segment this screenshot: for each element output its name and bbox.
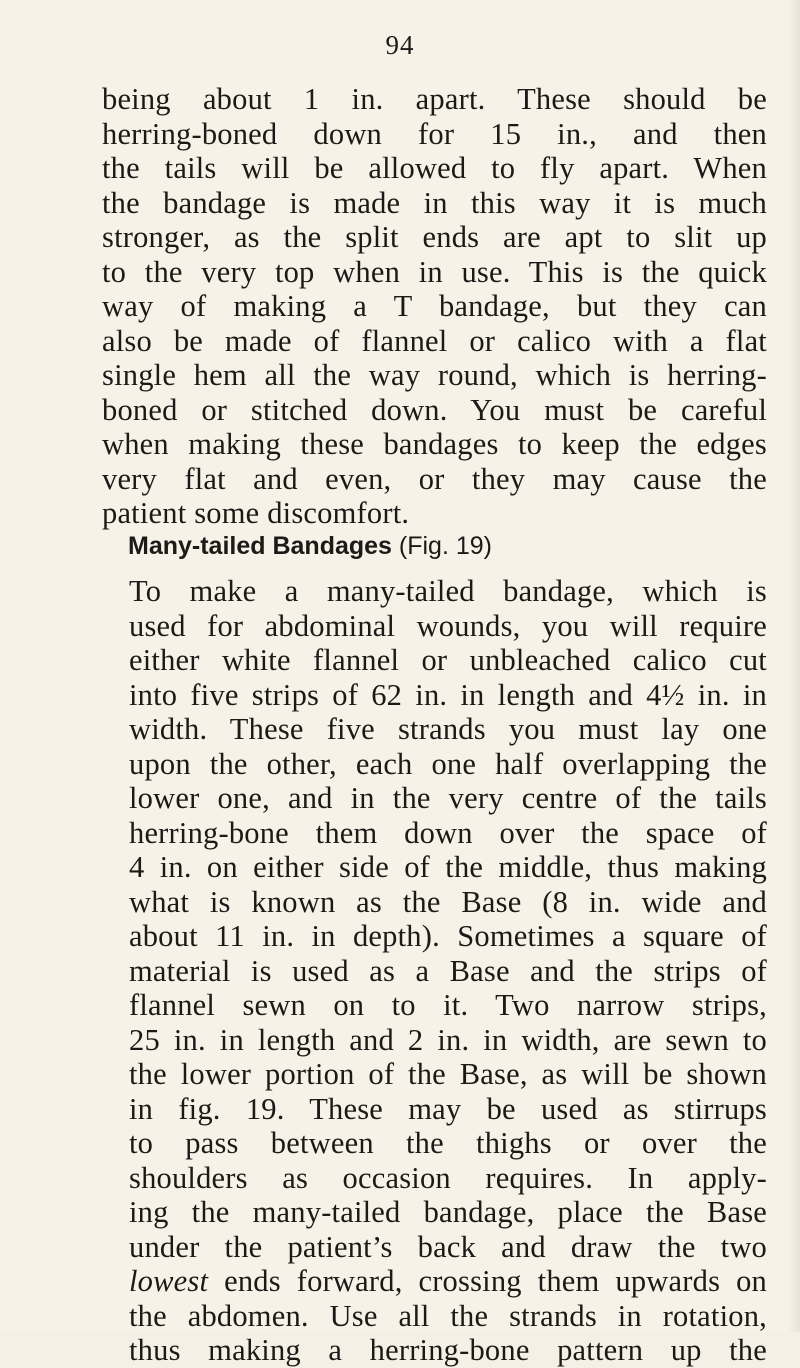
text-line: herring-boned down for 15 in., and then bbox=[102, 116, 767, 151]
text-line: in fig. 19. These may be used as stirrups bbox=[129, 1091, 767, 1126]
page-edge-shadow bbox=[788, 0, 800, 1332]
text-line: patient some discomfort. bbox=[102, 496, 410, 530]
section-heading bbox=[128, 531, 768, 562]
section-heading-figure-ref: (Fig. 19) bbox=[391, 532, 492, 560]
paragraph-2 bbox=[102, 574, 767, 1368]
text-line: width. These five strands you must lay one bbox=[129, 712, 767, 746]
text-line: the bandage is made in this way it is much bbox=[102, 185, 767, 220]
page-number: 94 bbox=[385, 30, 415, 60]
section-heading-title: Many-tailed Bandages bbox=[128, 532, 392, 560]
text-line: very flat and even, or they may cause the bbox=[102, 461, 767, 496]
text-line: the lower portion of the Base, as will be shown bbox=[129, 1057, 767, 1091]
text-line: either white flannel or unbleached calico cut bbox=[129, 643, 767, 677]
text-line: used for abdominal wounds, you will require bbox=[129, 608, 767, 643]
text-line: ing the many-tailed bandage, place the Base bbox=[129, 1195, 767, 1229]
text-line: way of making a T bandage, but they can bbox=[102, 289, 767, 323]
text-line: when making these bandages to keep the edges bbox=[102, 427, 767, 461]
text-line-rest: ends forward, crossing them upwards on bbox=[208, 1264, 767, 1298]
text-line: what is known as the Base (8 in. wide and bbox=[129, 884, 767, 919]
text-line: herring-bone them down over the space of bbox=[129, 815, 767, 850]
text-line: being about 1 in. apart. These should be bbox=[102, 82, 767, 116]
text-line: upon the other, each one half overlapping the bbox=[129, 746, 767, 781]
text-line: under the patient’s back and draw the two bbox=[129, 1229, 767, 1264]
text-line: thus making a herring-bone pattern up the bbox=[129, 1333, 767, 1367]
text-line: the abdomen. Use all the strands in rotation, bbox=[129, 1298, 767, 1333]
text-line: about 11 in. in depth). Sometimes a square of bbox=[129, 919, 767, 953]
text-line: material is used as a Base and the strips of bbox=[129, 953, 767, 988]
text-line: 25 in. in length and 2 in. in width, are sewn to bbox=[129, 1022, 767, 1057]
text-line: shoulders as occasion requires. In apply- bbox=[129, 1160, 767, 1195]
text-line: lower one, and in the very centre of the tails bbox=[129, 781, 767, 815]
text-line: to pass between the thighs or over the bbox=[129, 1126, 767, 1160]
text-line: single hem all the way round, which is herring- bbox=[102, 358, 767, 392]
text-line: To make a many-tailed bandage, which is bbox=[129, 574, 767, 608]
text-line: boned or stitched down. You must be careful bbox=[102, 392, 767, 427]
paragraph-1 bbox=[102, 82, 767, 531]
text-line: flannel sewn on to it. Two narrow strips, bbox=[129, 988, 767, 1022]
text-line: the tails will be allowed to fly apart. When bbox=[102, 151, 767, 185]
text-line: 4 in. on either side of the middle, thus making bbox=[129, 850, 767, 884]
text-line: into five strips of 62 in. in length and 4½ in. in bbox=[129, 677, 767, 712]
italic-word: lowest bbox=[129, 1264, 209, 1298]
text-line: also be made of flannel or calico with a flat bbox=[102, 323, 767, 358]
text-line: to the very top when in use. This is the quick bbox=[102, 254, 767, 289]
text-line: stronger, as the split ends are apt to slit up bbox=[102, 220, 767, 254]
text-line bbox=[102, 1264, 767, 1299]
